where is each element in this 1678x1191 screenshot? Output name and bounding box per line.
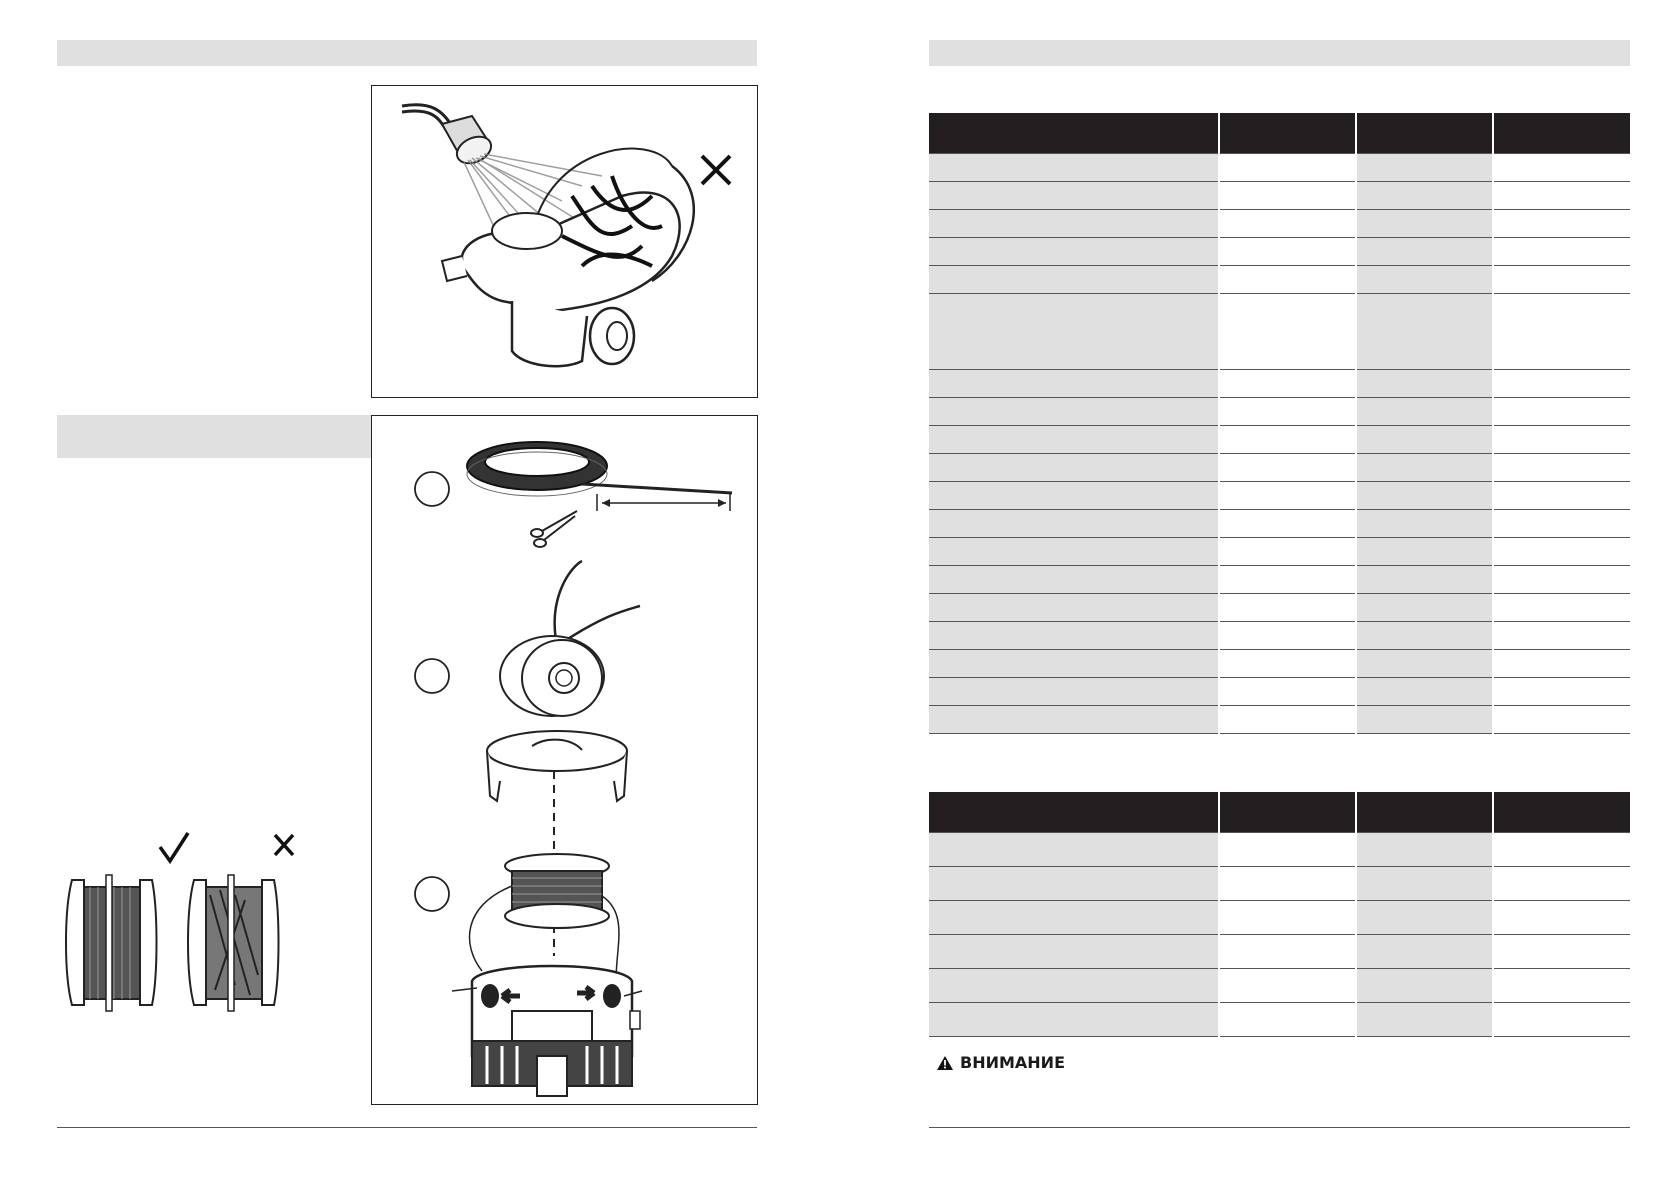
- table-cell: [1219, 238, 1356, 266]
- spool-cap-icon: [487, 731, 627, 801]
- table-cell: [1493, 1003, 1630, 1037]
- table-cell: [1219, 294, 1356, 370]
- table-header-cell: [929, 113, 1219, 154]
- table-cell: [1356, 154, 1493, 182]
- table-header-row: [929, 113, 1630, 154]
- table-cell: [1493, 370, 1630, 398]
- table-cell: [929, 969, 1219, 1003]
- scissors-icon: [531, 511, 577, 547]
- table-row: [929, 370, 1630, 398]
- table-row: [929, 182, 1630, 210]
- table-cell: [1356, 901, 1493, 935]
- table-header-cell: [1356, 113, 1493, 154]
- table-cell: [1356, 650, 1493, 678]
- table-cell: [1356, 538, 1493, 566]
- table-cell: [1493, 901, 1630, 935]
- table-cell: [929, 833, 1219, 867]
- right-page-header-bar: [929, 40, 1630, 66]
- table-cell: [1219, 1003, 1356, 1037]
- table-cell: [929, 482, 1219, 510]
- table-cell: [1493, 454, 1630, 482]
- table-cell: [929, 370, 1219, 398]
- table-cell: [1356, 833, 1493, 867]
- table-cell: [929, 454, 1219, 482]
- warning-notice: [936, 1053, 1065, 1072]
- table-cell: [929, 678, 1219, 706]
- table-row: [929, 833, 1630, 867]
- wrong-winding-spool: [188, 875, 279, 1011]
- table-cell: [1356, 867, 1493, 901]
- table-cell: [929, 210, 1219, 238]
- table-cell: [1356, 210, 1493, 238]
- table-cell: [1493, 622, 1630, 650]
- table-cell: [1219, 594, 1356, 622]
- table-cell: [1219, 901, 1356, 935]
- table-cell: [1356, 566, 1493, 594]
- table-cell: [1356, 935, 1493, 969]
- table-cell: [929, 566, 1219, 594]
- table-cell: [929, 426, 1219, 454]
- table-cell: [1219, 154, 1356, 182]
- table-cell: [929, 266, 1219, 294]
- table-cell: [1219, 969, 1356, 1003]
- table-cell: [1219, 935, 1356, 969]
- cleaning-figure: [371, 85, 758, 398]
- left-section-header-bar: [57, 415, 371, 458]
- table-row: [929, 238, 1630, 266]
- table-header-cell: [1219, 113, 1356, 154]
- table-cell: [929, 622, 1219, 650]
- table-cell: [1356, 398, 1493, 426]
- line-replacement-figure: [371, 415, 758, 1105]
- table-cell: [1219, 833, 1356, 867]
- step-circle-1: [415, 472, 449, 506]
- table-cell: [1356, 182, 1493, 210]
- table-cell: [1493, 935, 1630, 969]
- table-cell: [929, 935, 1219, 969]
- table-cell: [1356, 594, 1493, 622]
- table-cell: [1356, 370, 1493, 398]
- table-row: [929, 538, 1630, 566]
- table-cell: [1493, 594, 1630, 622]
- right-page-footer-rule: [929, 1127, 1630, 1128]
- table-cell: [1219, 210, 1356, 238]
- spool-icon: [500, 561, 640, 716]
- table-cell: [1493, 266, 1630, 294]
- cross-icon: [275, 835, 293, 855]
- table-cell: [929, 901, 1219, 935]
- table-cell: [1219, 538, 1356, 566]
- table-cell: [929, 510, 1219, 538]
- table-cell: [1493, 867, 1630, 901]
- table-cell: [1219, 706, 1356, 734]
- table-cell: [929, 867, 1219, 901]
- left-page-footer-rule: [57, 1127, 757, 1128]
- table-cell: [1356, 622, 1493, 650]
- table-cell: [1219, 510, 1356, 538]
- table-row: [929, 266, 1630, 294]
- table-row: [929, 901, 1630, 935]
- table-row: [929, 398, 1630, 426]
- table-cell: [1493, 210, 1630, 238]
- table-cell: [929, 706, 1219, 734]
- table-cell: [1493, 238, 1630, 266]
- table-cell: [1356, 969, 1493, 1003]
- table-cell: [1219, 266, 1356, 294]
- table-row: [929, 622, 1630, 650]
- table-row: [929, 706, 1630, 734]
- table-row: [929, 426, 1630, 454]
- table-cell: [1493, 706, 1630, 734]
- table-cell: [1219, 182, 1356, 210]
- table-cell: [929, 538, 1219, 566]
- table-cell: [1356, 266, 1493, 294]
- left-page-header-bar: [57, 40, 757, 66]
- step-circle-3: [415, 877, 449, 911]
- table-header-cell: [929, 792, 1219, 833]
- table-cell: [1493, 182, 1630, 210]
- table-row: [929, 482, 1630, 510]
- table-row: [929, 969, 1630, 1003]
- table-cell: [1493, 678, 1630, 706]
- table-row: [929, 154, 1630, 182]
- table-cell: [1219, 370, 1356, 398]
- spool-housing-icon: [452, 966, 642, 1096]
- table-cell: [1493, 510, 1630, 538]
- table-cell: [1493, 426, 1630, 454]
- table-header-row: [929, 792, 1630, 833]
- table-cell: [1356, 454, 1493, 482]
- table-cell: [929, 594, 1219, 622]
- table-cell: [1219, 566, 1356, 594]
- table-row: [929, 935, 1630, 969]
- table-cell: [929, 398, 1219, 426]
- table-row: [929, 294, 1630, 370]
- table-cell: [1219, 454, 1356, 482]
- table-cell: [1356, 678, 1493, 706]
- table-cell: [1356, 510, 1493, 538]
- table-cell: [1356, 482, 1493, 510]
- table-cell: [929, 1003, 1219, 1037]
- table-cell: [1219, 622, 1356, 650]
- table-header-cell: [1219, 792, 1356, 833]
- table-row: [929, 650, 1630, 678]
- table-row: [929, 594, 1630, 622]
- table-row: [929, 566, 1630, 594]
- table-header-cell: [1356, 792, 1493, 833]
- checkmark-icon: [160, 833, 188, 861]
- table-cell: [1493, 833, 1630, 867]
- table-header-cell: [1493, 792, 1630, 833]
- table-cell: [1493, 482, 1630, 510]
- table-cell: [929, 238, 1219, 266]
- table-cell: [1356, 706, 1493, 734]
- table-cell: [1493, 398, 1630, 426]
- table-cell: [929, 650, 1219, 678]
- table-cell: [1219, 678, 1356, 706]
- table-row: [929, 1003, 1630, 1037]
- table-header-cell: [1493, 113, 1630, 154]
- table-cell: [1219, 398, 1356, 426]
- table-cell: [929, 154, 1219, 182]
- step-circle-2: [415, 659, 449, 693]
- table-row: [929, 210, 1630, 238]
- forbidden-cross-icon: [702, 156, 730, 184]
- table-cell: [1493, 650, 1630, 678]
- table-cell: [929, 294, 1219, 370]
- table-row: [929, 867, 1630, 901]
- table-cell: [1356, 426, 1493, 454]
- table-cell: [1219, 867, 1356, 901]
- table-cell: [1219, 650, 1356, 678]
- table-cell: [1493, 538, 1630, 566]
- table-row: [929, 678, 1630, 706]
- line-coil-icon: [467, 442, 732, 496]
- table-row: [929, 510, 1630, 538]
- spec-table-2: [929, 792, 1630, 1037]
- warning-triangle-icon: [936, 1055, 954, 1071]
- table-cell: [929, 182, 1219, 210]
- correct-winding-spool: [66, 875, 157, 1011]
- table-cell: [1493, 566, 1630, 594]
- table-cell: [1219, 482, 1356, 510]
- table-cell: [1356, 294, 1493, 370]
- table-cell: [1356, 1003, 1493, 1037]
- warning-label: ВНИМАНИЕ: [960, 1053, 1065, 1072]
- spec-table-1: [929, 113, 1630, 734]
- table-cell: [1493, 294, 1630, 370]
- table-row: [929, 454, 1630, 482]
- table-cell: [1219, 426, 1356, 454]
- table-cell: [1493, 969, 1630, 1003]
- winding-comparison-figure: [60, 825, 340, 1015]
- table-cell: [1493, 154, 1630, 182]
- table-cell: [1356, 238, 1493, 266]
